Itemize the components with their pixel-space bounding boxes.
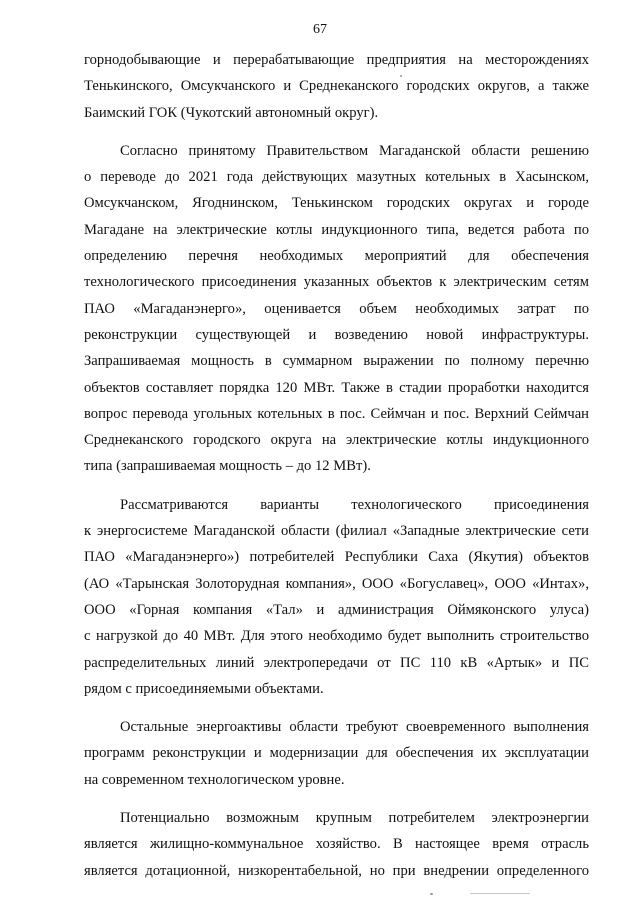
paragraph-gap xyxy=(84,702,589,714)
text-line: является дотационной, низкорентабельной, но при внедрении определенного xyxy=(84,862,589,879)
text-line: ООО «Горная компания «Тал» и администрация Оймяконского улуса) xyxy=(84,601,589,618)
paragraph-1 xyxy=(84,47,589,126)
paragraph-4 xyxy=(84,714,589,793)
text-line: (АО «Тарынская Золоторудная компания», ООО «Богуславец», ООО «Интах», xyxy=(84,575,589,592)
text-line: Омсукчанском, Ягоднинском, Тенькинском городских округах и городе xyxy=(84,195,589,212)
text-line: горнодобывающие и перерабатывающие предприятия на месторождениях xyxy=(84,52,589,68)
text-line: ПАО «Магаданэнерго», оценивается объем необходимых затрат по xyxy=(84,300,589,317)
text-line: Магадане на электрические котлы индукционного типа, ведется работа по xyxy=(84,221,589,238)
text-line: Среднеканского городского округа на электрические котлы индукционного xyxy=(84,432,589,449)
text-line: с нагрузкой до 40 МВт. Для этого необходимо будет выполнить строительство xyxy=(84,628,589,645)
scan-speck xyxy=(470,893,530,894)
text-line: реконструкции существующей и возведению новой инфраструктуры. xyxy=(84,326,589,343)
page-number: 67 xyxy=(313,22,327,37)
text-line: программ реконструкции и модернизации для обеспечения их эксплуатации xyxy=(84,745,589,762)
text-line: вопрос перевода угольных котельных в пос. Сеймчан и пос. Верхний Сеймчан xyxy=(84,405,589,422)
text-line: распределительных линий электропередачи от ПС 110 кВ «Артык» и ПС xyxy=(84,654,589,671)
text-line: технологического присоединения указанных объектов к электрическим сетям xyxy=(84,274,589,291)
text-line: Согласно принятому Правительством Магаданской области решению xyxy=(120,142,589,159)
text-line: определению перечня необходимых мероприятий для обеспечения xyxy=(84,248,589,265)
text-line: объектов составляет порядка 120 МВт. Также в стадии проработки находится xyxy=(84,379,589,396)
text-line: к энергосистеме Магаданской области (филиал «Западные электрические сети xyxy=(84,523,589,540)
text-line: рядом с присоединяемыми объектами. xyxy=(84,680,324,697)
scan-speck xyxy=(430,893,433,895)
text-line: является жилищно-коммунальное хозяйство. В настоящее время отрасль xyxy=(84,836,589,853)
scan-speck xyxy=(400,75,402,77)
paragraph-2 xyxy=(84,138,589,480)
text-line: на современном технологическом уровне. xyxy=(84,771,345,788)
paragraph-3 xyxy=(84,492,589,702)
text-line: Баимский ГОК (Чукотский автономный округ). xyxy=(84,104,379,121)
paragraph-gap xyxy=(84,126,589,138)
text-line: Потенциально возможным крупным потребителем электроэнергии xyxy=(120,810,589,827)
text-line: Рассматриваются варианты технологического присоединения xyxy=(120,496,589,513)
text-line: ПАО «Магаданэнерго») потребителей Республики Саха (Якутия) объектов xyxy=(84,549,589,566)
text-line: Тенькинского, Омсукчанского и Среднеканского городских округов, а также xyxy=(84,78,589,95)
paragraph-gap xyxy=(84,480,589,492)
body-text xyxy=(84,47,589,884)
paragraph-gap xyxy=(84,793,589,805)
paragraph-5 xyxy=(84,805,589,884)
text-line: о переводе до 2021 года действующих мазутных котельных в Хасынском, xyxy=(84,169,589,186)
text-line: Запрашиваемая мощность в суммарном выражении по полному перечню xyxy=(84,353,589,370)
text-line: Остальные энергоактивы области требуют своевременного выполнения xyxy=(120,719,589,736)
text-line: типа (запрашиваемая мощность – до 12 МВт). xyxy=(84,458,371,475)
